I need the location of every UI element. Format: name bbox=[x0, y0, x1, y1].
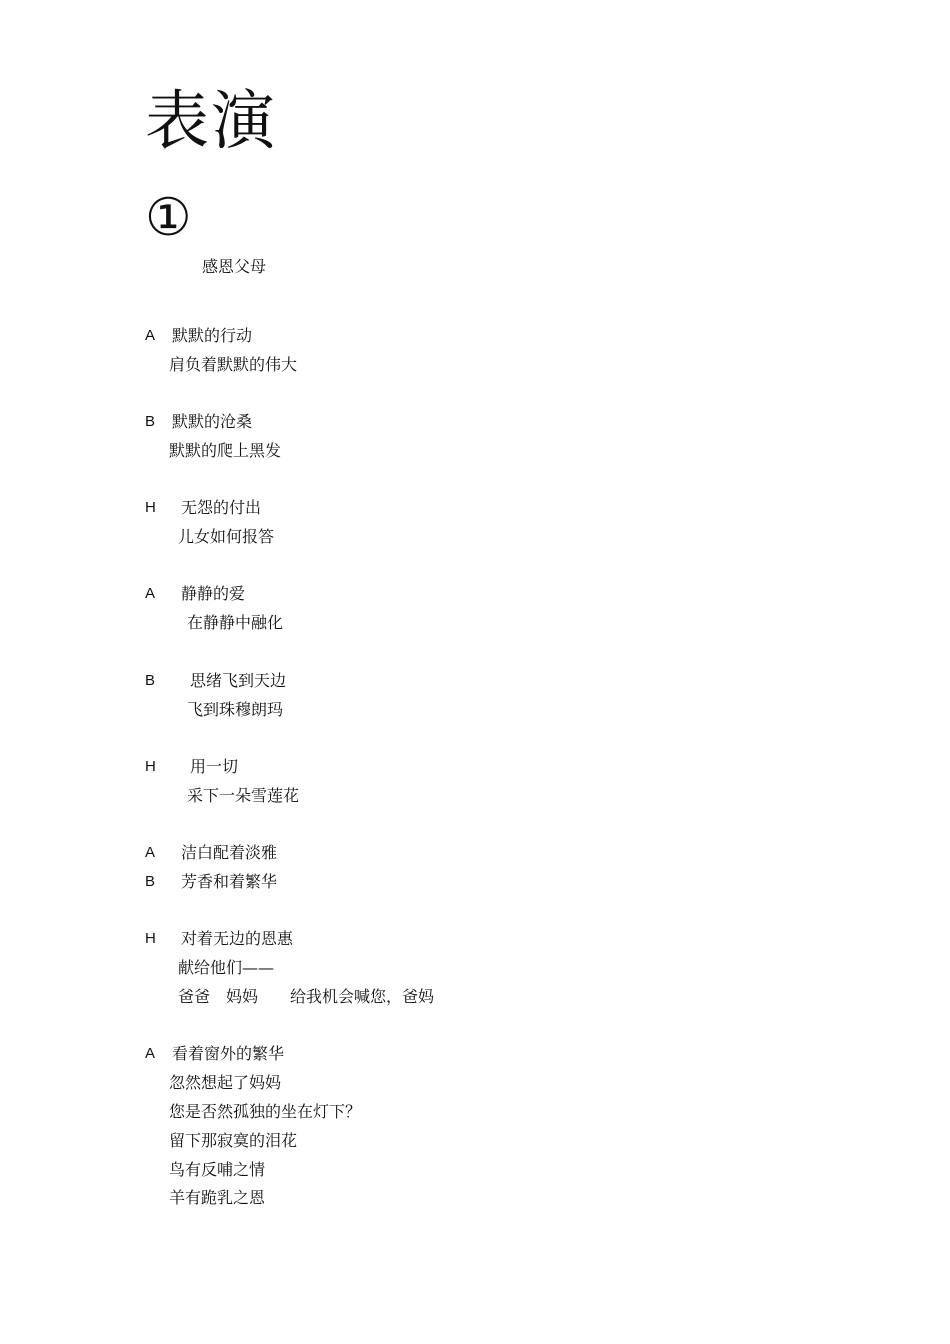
speaker-label: A bbox=[145, 585, 156, 602]
speaker-label: H bbox=[145, 930, 156, 947]
poem-line: 思绪飞到天边 bbox=[190, 671, 287, 690]
poem-line: 芳香和着繁华 bbox=[181, 872, 278, 891]
section-number: ① bbox=[145, 188, 192, 248]
poem-line: 鸟有反哺之情 bbox=[169, 1160, 266, 1179]
speaker-label: B bbox=[145, 413, 156, 430]
poem-line: 爸爸 妈妈 给我机会喊您，爸妈 bbox=[178, 987, 435, 1006]
poem-line: 采下一朵雪莲花 bbox=[187, 786, 300, 805]
poem-line: 您是否然孤独的坐在灯下？ bbox=[169, 1102, 362, 1121]
poem-line: 默默的爬上黑发 bbox=[169, 441, 282, 460]
poem-line: 看着窗外的繁华 bbox=[172, 1044, 285, 1063]
poem-line: 献给他们—— bbox=[178, 958, 275, 977]
speaker-label: B bbox=[145, 873, 156, 890]
poem-line: 洁白配着淡雅 bbox=[181, 843, 278, 862]
poem-line: 在静静中融化 bbox=[187, 613, 284, 632]
poem-line: 无怨的付出 bbox=[181, 498, 262, 517]
poem-line: 对着无边的恩惠 bbox=[181, 929, 294, 948]
speaker-label: H bbox=[145, 499, 156, 516]
poem-line: 飞到珠穆朗玛 bbox=[187, 700, 284, 719]
poem-line: 默默的行动 bbox=[172, 326, 253, 345]
poem-line: 忽然想起了妈妈 bbox=[169, 1073, 282, 1092]
poem-line: 肩负着默默的伟大 bbox=[169, 355, 298, 374]
poem-line: 静静的爱 bbox=[181, 584, 246, 603]
poem-line: 羊有跪乳之恩 bbox=[169, 1188, 266, 1207]
speaker-label: H bbox=[145, 758, 156, 775]
speaker-label: A bbox=[145, 844, 156, 861]
poem-title: 感恩父母 bbox=[202, 257, 267, 276]
poem-line: 用一切 bbox=[190, 757, 239, 776]
speaker-label: A bbox=[145, 327, 156, 344]
speaker-label: A bbox=[145, 1045, 156, 1062]
poem-line: 儿女如何报答 bbox=[178, 527, 275, 546]
speaker-label: B bbox=[145, 672, 156, 689]
page-title: 表演 bbox=[145, 85, 277, 159]
poem-line: 默默的沧桑 bbox=[172, 412, 253, 431]
poem-line: 留下那寂寞的泪花 bbox=[169, 1131, 298, 1150]
